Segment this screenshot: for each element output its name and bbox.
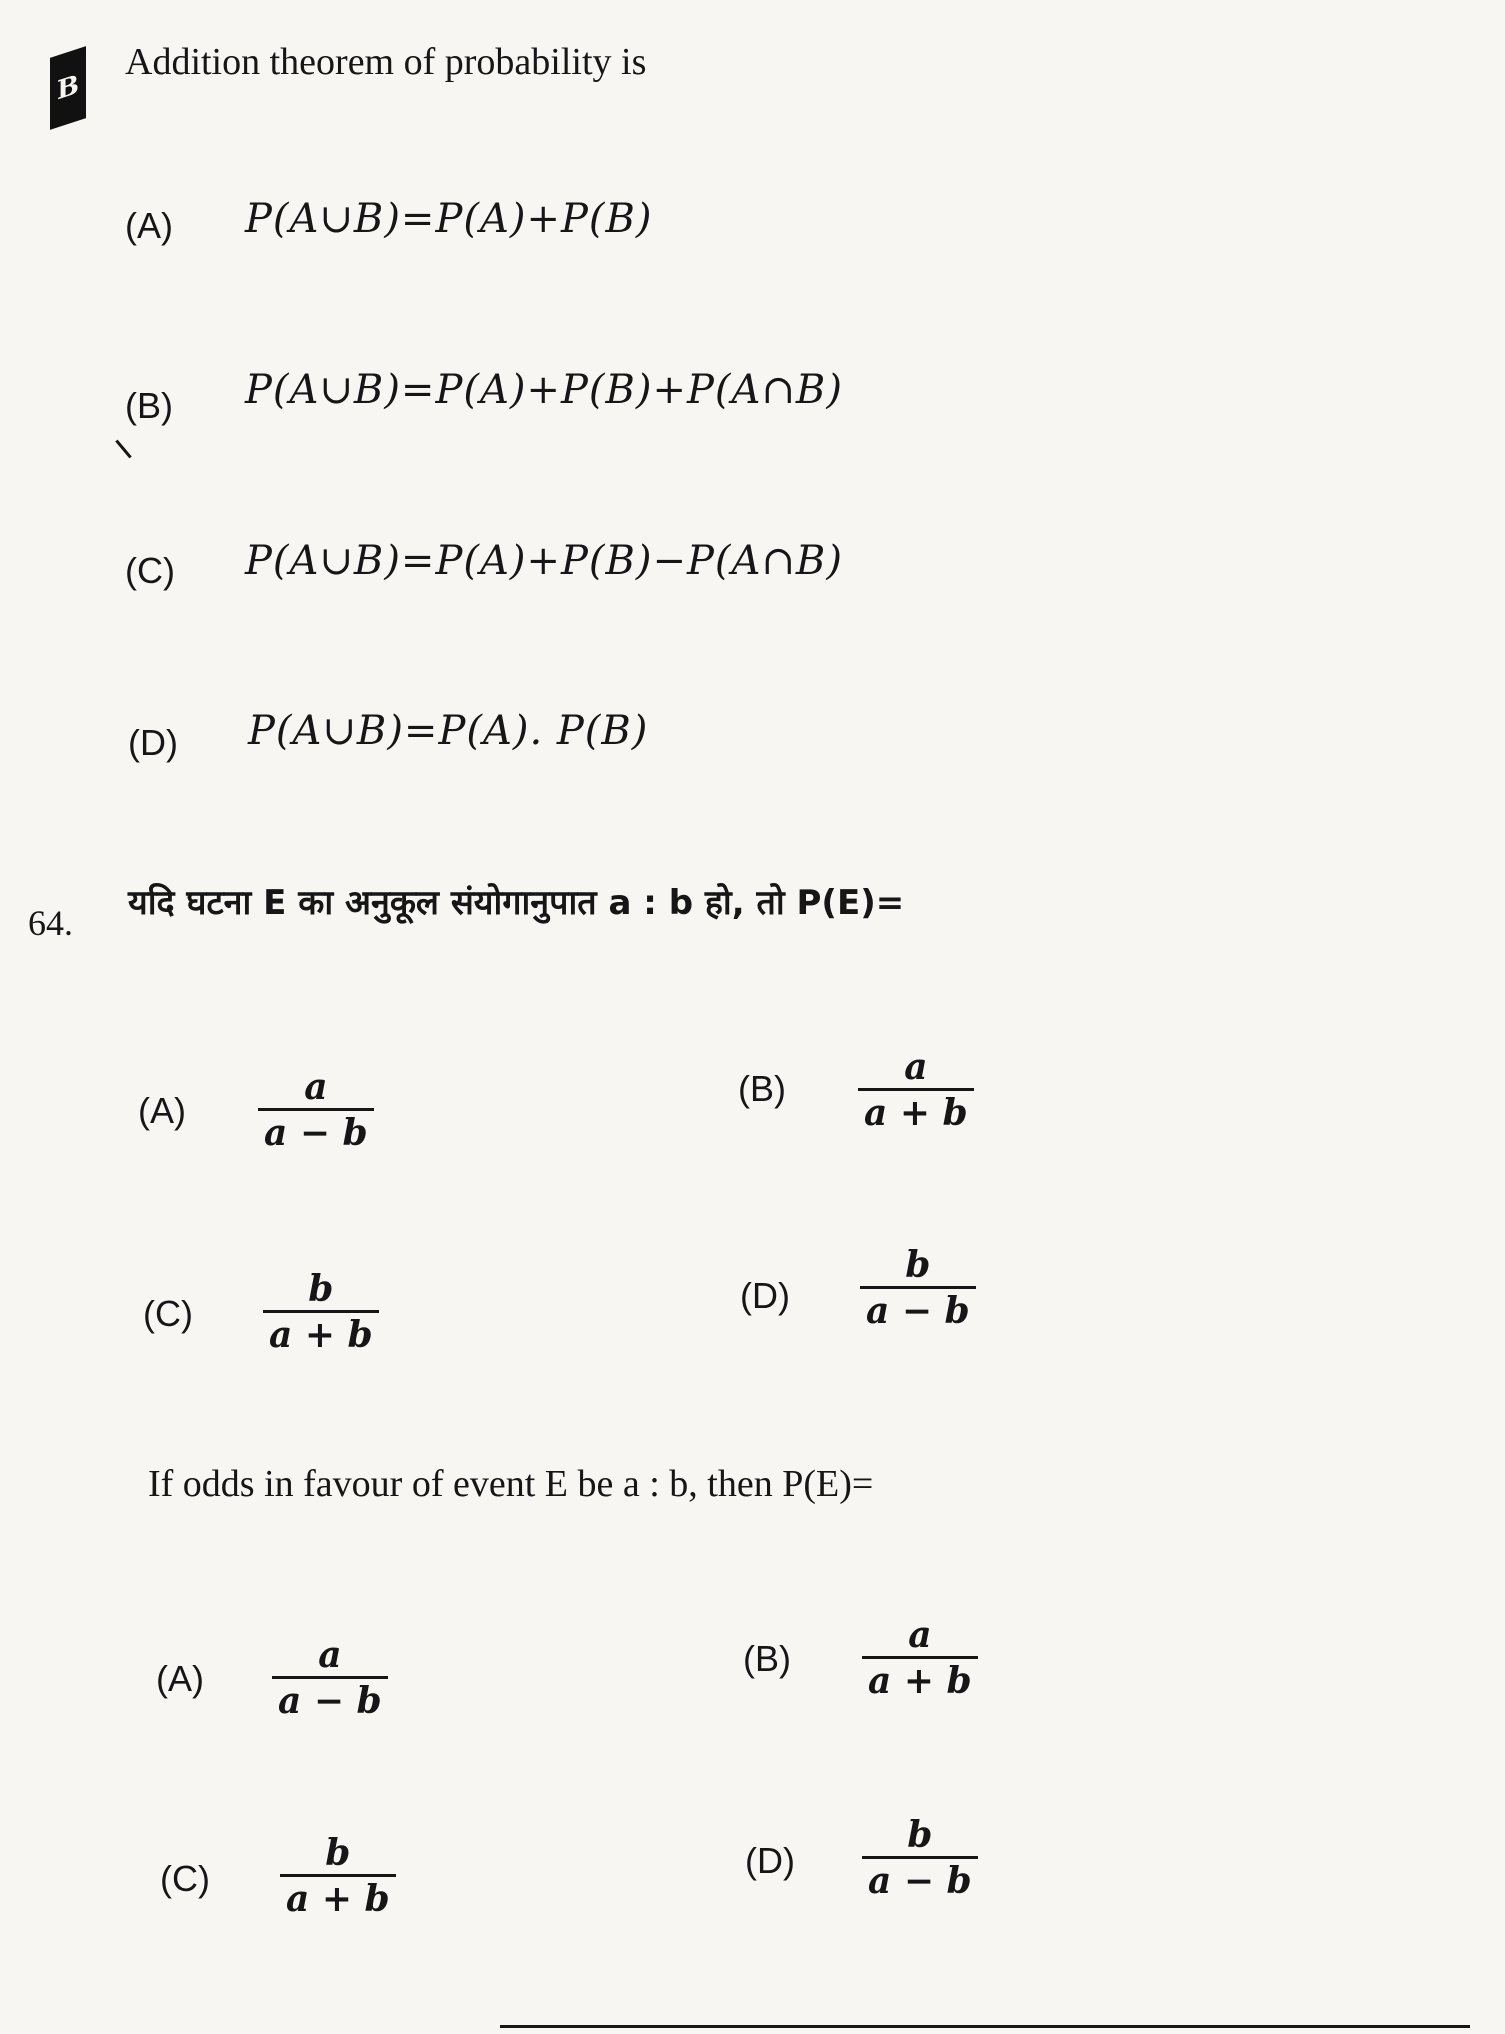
q63-option-b-formula: P(A∪B)=P(A)+P(B)+P(A∩B) [245,367,843,413]
denominator: a + b [269,1314,373,1356]
badge-letter: B [57,69,79,107]
q64e-option-b-label: (B) [743,1638,791,1679]
q63-option-a-label: (A) [125,205,173,246]
denominator: a − b [278,1680,382,1722]
footer-rule [500,2025,1470,2028]
numerator: b [308,1268,334,1310]
q64e-option-d-fraction [862,1814,978,1903]
denominator: a − b [264,1112,368,1154]
q64e-option-c-fraction [280,1832,396,1921]
q64e-option-d-label: (D) [745,1840,795,1881]
numerator: a [908,1614,932,1656]
q63-option-c-label: (C) [125,550,175,591]
q64e-option-a-fraction [272,1634,388,1723]
q63-option-d-formula: P(A∪B)=P(A). P(B) [248,708,649,754]
q63-option-a-formula: P(A∪B)=P(A)+P(B) [245,196,653,242]
q64h-option-b-fraction [858,1046,974,1135]
q64-stem-hindi: यदि घटना E का अनुकूल संयोगानुपात a : b हो, तो P(E)= [128,883,905,923]
denominator: a + b [864,1092,968,1134]
denominator: a + b [286,1878,390,1920]
denominator: a − b [866,1290,970,1332]
q63-option-d-label: (D) [128,722,178,763]
q64-number: 64. [28,903,73,943]
q64-stem-english: If odds in favour of event E be a : b, then P(E)= [148,1463,874,1505]
q64e-option-a-label: (A) [156,1658,204,1699]
q64h-option-c-label: (C) [143,1293,193,1334]
q63-option-b-label: (B) [125,385,173,426]
numerator: b [905,1244,931,1286]
denominator: a − b [868,1860,972,1902]
denominator: a + b [868,1660,972,1702]
question-badge [50,46,86,130]
q64h-option-b-label: (B) [738,1068,786,1109]
q63-option-c-formula: P(A∪B)=P(A)+P(B)−P(A∩B) [245,538,843,584]
q64h-option-a-label: (A) [138,1090,186,1131]
answer-tick-mark [115,440,131,459]
q64h-option-c-fraction [263,1268,379,1357]
numerator: b [325,1832,351,1874]
q64h-option-a-fraction [258,1066,374,1155]
q63-stem: Addition theorem of probability is [125,41,647,83]
q64h-option-d-fraction [860,1244,976,1333]
numerator: a [318,1634,342,1676]
q64h-option-d-label: (D) [740,1275,790,1316]
numerator: a [304,1066,328,1108]
q64e-option-c-label: (C) [160,1858,210,1899]
numerator: a [904,1046,928,1088]
numerator: b [907,1814,933,1856]
q64e-option-b-fraction [862,1614,978,1703]
